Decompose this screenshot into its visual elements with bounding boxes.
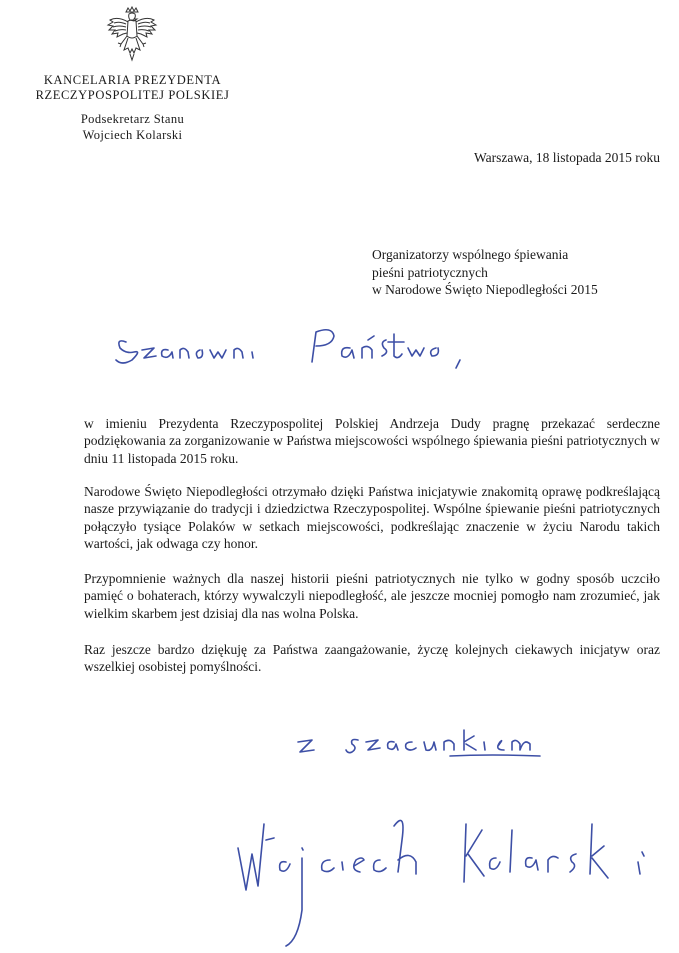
handwritten-closing <box>290 726 560 774</box>
office-name-line2: RZECZYPOSPOLITEJ POLSKIEJ <box>35 88 230 102</box>
recipient-line1: Organizatorzy wspólnego śpiewania <box>372 247 569 262</box>
sender-position: Podsekretarz Stanu <box>80 112 185 126</box>
paragraph-1: w imieniu Prezydenta Rzeczypospolitej Polskiej Andrzeja Dudy pragnę przekazać serdeczne podziękowania za zorganizowanie w Państwa miejscowości wspólnego śpiewania pieśni patriotycznych w dniu 11 listopada 2015 roku. <box>84 415 660 466</box>
office-name-line1: KANCELARIA PREZYDENTA <box>43 73 222 87</box>
paragraph-2: Narodowe Święto Niepodległości otrzymało dzięki Państwa inicjatywie znakomitą oprawę podkreślającą nasze przywiązanie do tradycji i dziedzictwa Rzeczypospolitej. Wspólne śpiewanie pieśni patriotycznych połączyło tysiące Polaków w setkach miejscowości, podkreślając znaczenie w życiu Narodu takich wartości, jak odwaga czy honor. <box>84 483 660 552</box>
recipient-block <box>372 246 662 299</box>
recipient-line2: pieśni patriotycznych <box>372 264 488 280</box>
paragraph-3: Przypomnienie ważnych dla naszej historii pieśni patriotycznych nie tylko w godny sposób uczciło pamięć o bohaterach, którzy wywalczyli niepodległość, ale jeszcze mocniej pomogło nam zrozumieć, jak wielkim skarbem jest dzisiaj dla nas wolna Polska. <box>84 570 660 621</box>
handwritten-salutation <box>112 320 492 380</box>
sender-name: Wojciech Kolarski <box>82 128 183 142</box>
paragraph-4: Raz jeszcze bardzo dziękuję za Państwa zaangażowanie, życzę kolejnych ciekawych inicjatyw oraz wszelkiej osobistej pomyślności. <box>84 641 660 675</box>
polish-eagle-emblem-icon <box>104 6 160 68</box>
date-line: Warszawa, 18 listopada 2015 roku <box>474 150 660 165</box>
handwritten-signature <box>230 800 670 950</box>
recipient-line3: w Narodowe Święto Niepodległości 2015 <box>372 282 598 297</box>
